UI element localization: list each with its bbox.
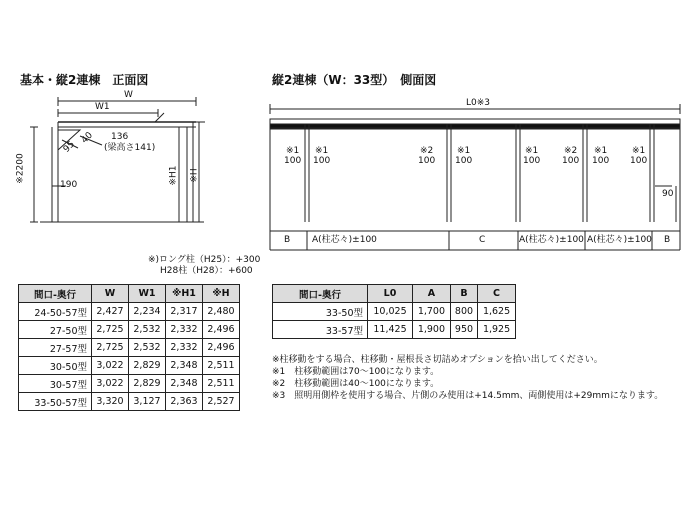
table-header-row <box>19 285 240 303</box>
cell: 33-50-57型 <box>19 393 92 411</box>
h28-post-note: H28柱（H28）：+600 <box>160 266 253 276</box>
cell: 30-50型 <box>19 357 92 375</box>
front-view-drawing <box>30 97 205 222</box>
cell: 1,625 <box>478 303 516 321</box>
cell: 1,925 <box>478 321 516 339</box>
cell: 2,527 <box>203 393 240 411</box>
front-dim-190: 190 <box>60 180 78 190</box>
note-0: ※柱移動をする場合、柱移動・屋根長さ切詰めオプションを拾い出してください。 <box>272 355 603 365</box>
cell: 2,480 <box>203 303 240 321</box>
cell: 3,022 <box>92 357 129 375</box>
col-w1: W1 <box>129 285 166 303</box>
cell: 2,829 <box>129 375 166 393</box>
front-beam-height: (梁高さ141) <box>104 143 156 153</box>
side-bottom-c: C <box>479 235 486 245</box>
front-dim-h1: ※H1 <box>168 165 179 186</box>
col-model: 間口-奥行 <box>19 285 92 303</box>
cell: 30-57型 <box>19 375 92 393</box>
cell: 2,496 <box>203 339 240 357</box>
front-dim-2200: ※2200 <box>15 153 26 184</box>
cell: 2,829 <box>129 357 166 375</box>
cell: 33-57型 <box>273 321 368 339</box>
cell: 11,425 <box>368 321 413 339</box>
side-dim-2: ※1 100 <box>313 146 331 166</box>
cell: 27-57型 <box>19 339 92 357</box>
side-bottom-a-3: A(柱芯々)±100 <box>587 235 652 245</box>
col-l0: L0 <box>368 285 413 303</box>
col-model: 間口-奥行 <box>273 285 368 303</box>
col-a: A <box>413 285 451 303</box>
cell: 27-50型 <box>19 321 92 339</box>
col-c: C <box>478 285 516 303</box>
front-spec-table <box>18 284 240 411</box>
side-dim-1: ※1 100 <box>284 146 302 166</box>
cell: 2,348 <box>166 357 203 375</box>
cell: 2,511 <box>203 375 240 393</box>
cell: 2,725 <box>92 339 129 357</box>
side-dim-3: ※2 100 <box>418 146 436 166</box>
front-dim-w1: W1 <box>95 102 110 112</box>
cell: 2,234 <box>129 303 166 321</box>
side-dim-6: ※2 100 <box>562 146 580 166</box>
side-bottom-a-1: A(柱芯々)±100 <box>312 235 377 245</box>
side-spec-table <box>272 284 516 339</box>
table-row <box>19 357 240 375</box>
cell: 1,900 <box>413 321 451 339</box>
side-dim-7: ※1 100 <box>592 146 610 166</box>
side-dim-90: 90 <box>662 189 674 199</box>
table-row <box>19 375 240 393</box>
side-bottom-a-2: A(柱芯々)±100 <box>519 235 584 245</box>
front-dim-95: 95 <box>61 139 77 155</box>
table-row <box>273 321 516 339</box>
cell: 950 <box>450 321 477 339</box>
cell: 2,532 <box>129 321 166 339</box>
cell: 2,317 <box>166 303 203 321</box>
side-dim-8: ※1 100 <box>630 146 648 166</box>
cell: 2,725 <box>92 321 129 339</box>
cell: 3,320 <box>92 393 129 411</box>
cell: 2,496 <box>203 321 240 339</box>
note-3: ※3 照明用側枠を使用する場合、片側のみ使用は+14.5mm、両側使用は+29mmになります。 <box>272 391 664 401</box>
side-bottom-b-left: B <box>284 235 291 245</box>
cell: 800 <box>450 303 477 321</box>
col-h1: ※H1 <box>166 285 203 303</box>
cell: 2,532 <box>129 339 166 357</box>
side-view-title: 縦2連棟（W：33型） 側面図 <box>272 73 437 87</box>
cell: 2,348 <box>166 375 203 393</box>
table-row <box>273 303 516 321</box>
front-dim-136: 136 <box>111 132 129 142</box>
side-dim-5: ※1 100 <box>523 146 541 166</box>
cell: 2,332 <box>166 321 203 339</box>
front-dim-h: ※H <box>189 168 200 183</box>
col-h: ※H <box>203 285 240 303</box>
side-view-drawing <box>270 104 680 250</box>
front-dim-40: 40 <box>79 130 95 146</box>
note-2: ※2 柱移動範囲は40～100になります。 <box>272 379 440 389</box>
cell: 1,700 <box>413 303 451 321</box>
cell: 2,363 <box>166 393 203 411</box>
cell: 2,332 <box>166 339 203 357</box>
cell: 2,427 <box>92 303 129 321</box>
side-dim-l0: L0※3 <box>466 98 491 108</box>
cell: 10,025 <box>368 303 413 321</box>
long-post-note: ※)ロング柱（H25）：+300 <box>148 255 261 265</box>
front-dim-w: W <box>124 90 133 100</box>
table-row <box>19 321 240 339</box>
table-row <box>19 393 240 411</box>
cell: 33-50型 <box>273 303 368 321</box>
side-dim-4: ※1 100 <box>455 146 473 166</box>
col-w: W <box>92 285 129 303</box>
side-bottom-b-right: B <box>664 235 671 245</box>
table-row <box>19 339 240 357</box>
note-1: ※1 柱移動範囲は70～100になります。 <box>272 367 440 377</box>
cell: 24-50-57型 <box>19 303 92 321</box>
table-row <box>19 303 240 321</box>
cell: 3,127 <box>129 393 166 411</box>
cell: 2,511 <box>203 357 240 375</box>
table-header-row <box>273 285 516 303</box>
front-view-title: 基本・縦2連棟 正面図 <box>20 73 149 87</box>
col-b: B <box>450 285 477 303</box>
cell: 3,022 <box>92 375 129 393</box>
